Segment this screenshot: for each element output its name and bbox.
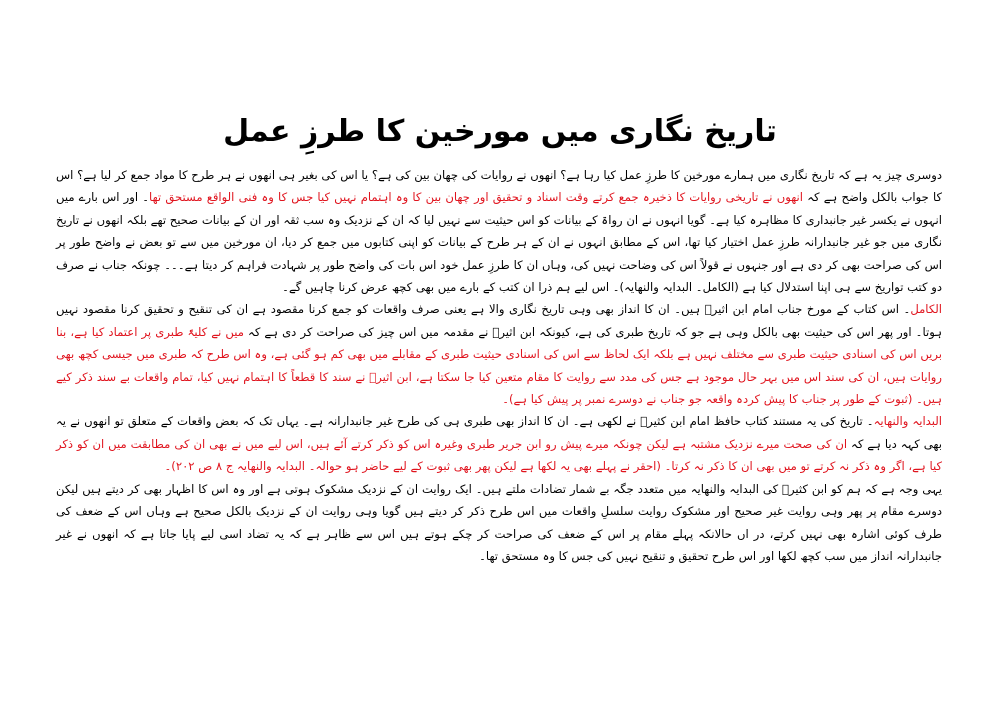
document-body	[56, 164, 942, 567]
highlighted-text: انھوں نے تاریخی روایات کا ذخیرہ جمع کرتے وقت اسناد و تحقیق اور چھان بین کا وہ اہتمام نہیں کیا جس کا وہ فنی الواقع مستحق تھا	[149, 190, 803, 205]
paragraph	[56, 298, 942, 410]
paragraph	[56, 478, 942, 568]
paragraph	[56, 410, 942, 477]
highlighted-text: میں نے کلیۃً طبری پر اعتماد کیا ہے، بنا بریں اس کی اسنادی حیثیت طبری سے مختلف نہیں ہے بلکہ ایک لحاظ سے اس کی اسنادی حیثیت طبری کے مقابلے میں بھی کم ہو گئی ہے، وہ اس طرح کہ طبری میں جیسی کچھ بھی روایات ہیں، ان کی سند اس میں بہر حال موجود ہے جس کی مدد سے روایت کا مقام متعین کیا جا سکتا ہے، ابن اثیرؒ نے سند کا قطعاً کا اہتمام نہیں کیا، تمام واقعات بے سند ذکر کیے ہیں۔ (ثبوت کے طور پر جناب کا پیش کردہ واقعہ جو جناب نے دوسرے نمبر پر پیش کیا ہے)۔	[56, 324, 942, 407]
paragraph	[56, 164, 942, 298]
highlighted-text: البدایہ والنھایہ	[873, 414, 943, 429]
body-text: یہی وجہ ہے کہ ہم کو ابن کثیرؒ کی البدایہ والنھایہ میں متعدد جگہ بے شمار تضادات ملتے ہیں۔ ایک روایت ان کے نزدیک مشکوک ہوتی ہے اور وہ اس کا اظہار بھی کر دیتے ہیں لیکن دوسرے مقام پر پھر وہی روایت غیر صحیح اور مشکوک روایت سلسلِ واقعات میں اس طرح ذکر کر دیتے ہیں گویا وہی روایت ان کے نزدیک بالکل صحیح ہے وہاں اس کے ضعف کی طرف کوئی اشارہ بھی نہیں کرتے، در اں حالانکہ پہلے مقام پر اس کے ضعف کی صراحت کر چکے ہوتے ہیں اس سے ظاہر ہے کہ یہ تضاد اسی لیے پایا جاتا ہے کہ انھوں نے غیر جانبدارانہ انداز میں سب کچھ لکھا اور اس طرح تحقیق و تنقیح نہیں کی جس کا وہ مستحق تھا۔	[56, 481, 942, 563]
body-text: دوسری چیز یہ ہے کہ تاریخ نگاری میں ہمارے مورخین کا طرزِ عمل کیا رہا ہے؟ انھوں نے روایات کی چھان بین کی ہے؟ یا اس کی بغیر ہی انھوں نے ہر طرح کا مواد جمع کر لیا ہے؟ اس کا جواب بالکل واضح ہے کہ	[56, 168, 942, 205]
highlighted-text: ان کی صحت میرے نزدیک مشتبہ ہے لیکن چونکہ میرے پیش رو ابن جریر طبری وغیرہ اس کو ذکر کرتے آئے ہیں، اس لیے میں نے بھی ان کی مطابقت میں ان کو ذکر کیا ہے، اگر وہ ذکر نہ کرتے تو میں بھی ان کا ذکر نہ کرتا۔ (احقر نے پہلے بھی یہ لکھا ہے لیکن پھر بھی ثبوت کے لیے حاضر ہو حوالہ۔ البدایہ والنھایہ ج ۸ ص ۲۰۲)۔	[56, 436, 942, 474]
body-text: ۔ تاریخ کی یہ مستند کتاب حافظ امام ابن کثیرؒ نے لکھی ہے۔ ان کا انداز بھی طبری ہی کی طرح غیر جانبدارانہ ہے۔ یہاں تک کہ بعض واقعات کے متعلق تو انھوں نے یہ بھی کہہ دیا ہے کہ	[56, 414, 942, 451]
document-title: تاریخ نگاری میں مورخین کا طرزِ عمل	[223, 114, 777, 149]
body-text: ۔ اس کتاب کے مورخ جناب امام ابن اثیرؒ ہیں۔ ان کا انداز بھی وہی تاریخ نگاری والا ہے یعنی صرف واقعات کو جمع کرنا مقصود ہے ان کی تنقیح و تحقیق کرنا مقصود نہیں ہوتا۔ اور پھر اس کی حیثیت بھی بالکل وہی ہے جو کہ تاریخ طبری کی ہے، کیونکہ ابن اثیرؒ نے مقدمہ میں اس چیز کی صراحت کر دی ہے کہ	[56, 302, 943, 339]
body-text: ۔ اور اس بارے میں انہوں نے یکسر غیر جانبداری کا مظاہرہ کیا ہے۔ گویا انہوں نے ان رواۃ کے بیانات کو اس حیثیت سے نہیں لیا کہ ان کے نزدیک وہ سب ثقہ اور ان کے بیانات صحیح تھے بلکہ انھوں نے تاریخ نگاری میں جو غیر جانبدارانہ طرزِ عمل اختیار کیا تھا، اس کے مطابق انہوں نے ان کے ہر طرح کے بیانات کو اپنی کتابوں میں جمع کر دیا، ان مورخین میں سے تو بعض نے واضح طور پر اس کی صراحت بھی کر دی ہے اور جنہوں نے قولاً اس کی وضاحت نہیں کی، وہاں ان کا طرزِ عمل خود اس بات کی واضح طور پر شہادت فراہم کر دیتا ہے۔۔۔ چونکہ جناب نے صرف دو کتب تواریخ سے ہی اپنا استدلال کیا ہے (الکامل۔ البدایہ والنھایہ)۔ اس لیے ہم ذرا ان کتب کے بارے میں بھی کچھ عرض کرنا چاہیں گے۔	[56, 190, 942, 295]
highlighted-text: الکامل	[910, 302, 942, 317]
